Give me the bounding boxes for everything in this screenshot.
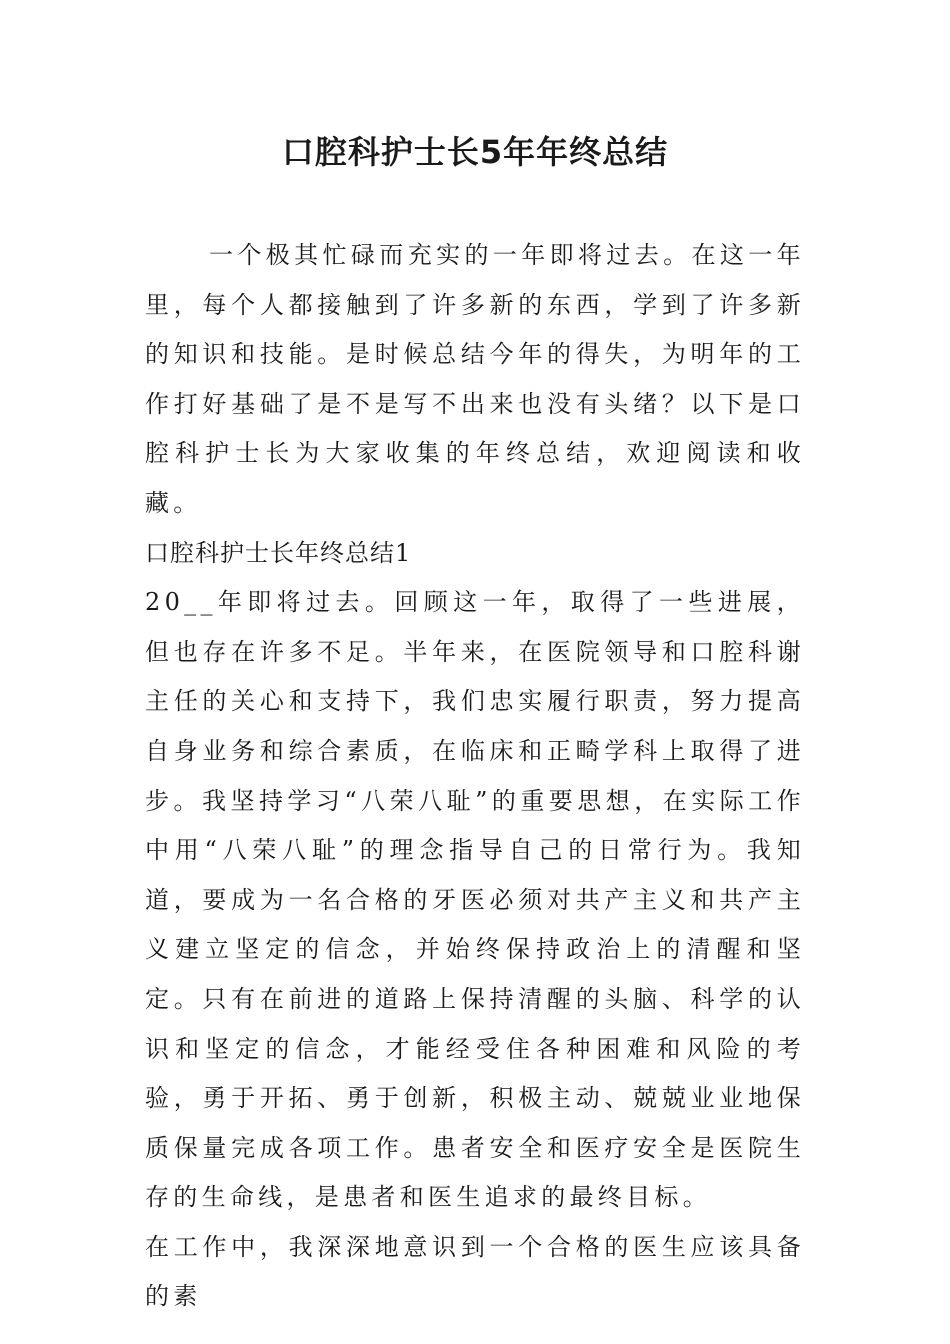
body-paragraph-1: 20__年即将过去。回顾这一年，取得了一些进展，但也存在许多不足。半年来，在医院领导和口腔科谢主任的关心和支持下，我们忠实履行职责，努力提高自身业务和综合素质，在临床和正畸学科上取得了进步。我坚持学习“八荣八耻”的重要思想，在实际工作中用“八荣八耻”的理念指导自己的日常行为。我知道，要成为一名合格的牙医必须对共产主义和共产主义建立坚定的信念，并始终保持政治上的清醒和坚定。只有在前进的道路上保持清醒的头脑、科学的认识和坚定的信念，才能经受住各种困难和风险的考验，勇于开拓、勇于创新，积极主动、兢兢业业地保质保量完成各项工作。患者安全和医疗安全是医院生存的生命线，是患者和医生追求的最终目标。 (145, 588, 805, 1212)
document-body (145, 231, 805, 1322)
section-heading: 口腔科护士长年终总结1 (145, 538, 412, 567)
intro-paragraph: 一个极其忙碌而充实的一年即将过去。在这一年里，每个人都接触到了许多新的东西，学到了许多新的知识和技能。是时候总结今年的得失，为明年的工作打好基础了是不是写不出来也没有头绪？以下是口腔科护士长为大家收集的年终总结，欢迎阅读和收藏。 (145, 241, 805, 517)
body-paragraph-2: 在工作中，我深深地意识到一个合格的医生应该具备的素 (145, 1232, 805, 1311)
document-title: 口腔科护士长5年年终总结 (281, 133, 669, 171)
